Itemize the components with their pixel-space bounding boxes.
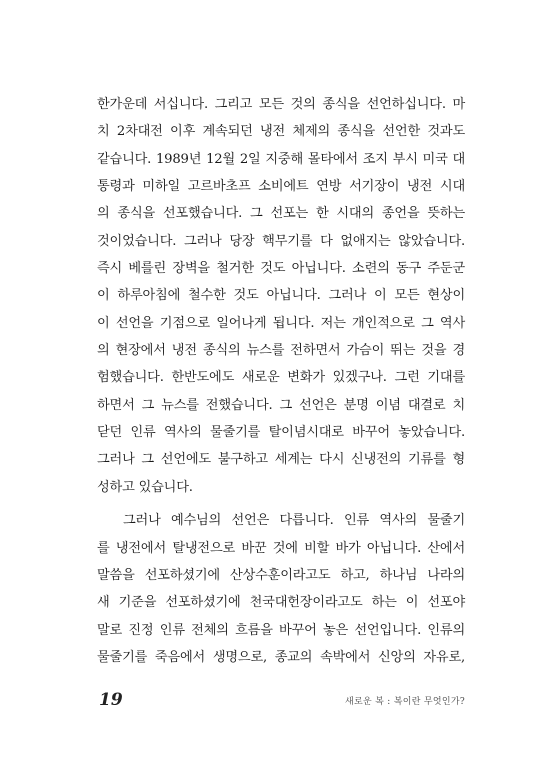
text-line: 이 선언을 기점으로 일어나게 됩니다. 저는 개인적으로 그 역사 <box>97 315 465 331</box>
text-line: 의 종식을 선포했습니다. 그 선포는 한 시대의 종언을 뜻하는 <box>97 206 465 222</box>
text-line: 새 기준을 선포하셨기에 천국대헌장이라고도 하는 이 선포야 <box>97 595 465 611</box>
text-line: 같습니다. 1989년 12월 2일 지중해 몰타에서 조지 부시 미국 대 <box>97 151 465 167</box>
text-line: 말씀을 선포하셨기에 산상수훈이라고도 하고, 하나님 나라의 <box>97 567 465 583</box>
page-number: 19 <box>99 690 123 710</box>
text-line: 말로 진정 인류 전체의 흐름을 바꾸어 놓은 선언입니다. 인류의 <box>97 622 465 638</box>
text-line: 이 하루아침에 철수한 것도 아닙니다. 그러나 이 모든 현상이 <box>97 288 465 304</box>
text-line: 물줄기를 죽음에서 생명으로, 종교의 속박에서 신앙의 자유로, <box>97 649 465 665</box>
text-line: 통령과 미하일 고르바초프 소비에트 연방 서기장이 냉전 시대 <box>97 179 465 195</box>
text-line: 를 냉전에서 탈냉전으로 바꾼 것에 비할 바가 아닙니다. 산에서 <box>97 540 465 556</box>
text-line: 성하고 있습니다. <box>97 479 193 495</box>
text-line: 의 현장에서 냉전 종식의 뉴스를 전하면서 가슴이 뛰는 것을 경 <box>97 343 465 359</box>
text-line: 그러나 예수님의 선언은 다릅니다. 인류 역사의 물줄기 <box>123 513 465 529</box>
body-text <box>97 91 465 671</box>
text-line: 즉시 베를린 장벽을 철거한 것도 아닙니다. 소련의 동구 주둔군 <box>97 261 465 277</box>
text-line: 하면서 그 뉴스를 전했습니다. 그 선언은 분명 이념 대결로 치 <box>97 397 465 413</box>
text-line: 한가운데 서십니다. 그리고 모든 것의 종식을 선언하십니다. 마 <box>97 97 465 112</box>
text-line: 험했습니다. 한반도에도 새로운 변화가 있겠구나. 그런 기대를 <box>97 370 465 386</box>
text-line: 닫던 인류 역사의 물줄기를 탈이념시대로 바꾸어 놓았습니다. <box>97 425 465 441</box>
text-line: 그러나 그 선언에도 불구하고 세계는 다시 신냉전의 기류를 형 <box>97 452 465 468</box>
text-line: 것이었습니다. 그러나 당장 핵무기를 다 없애지는 않았습니다. <box>97 233 465 249</box>
text-line: 치 2차대전 이후 계속되던 냉전 체제의 종식을 선언한 것과도 <box>97 124 465 140</box>
paragraph-2 <box>97 507 465 671</box>
page-footer <box>99 690 465 714</box>
paragraph-1 <box>97 91 465 501</box>
running-title: 새로운 복 : 복이란 무엇인가? <box>344 697 465 707</box>
